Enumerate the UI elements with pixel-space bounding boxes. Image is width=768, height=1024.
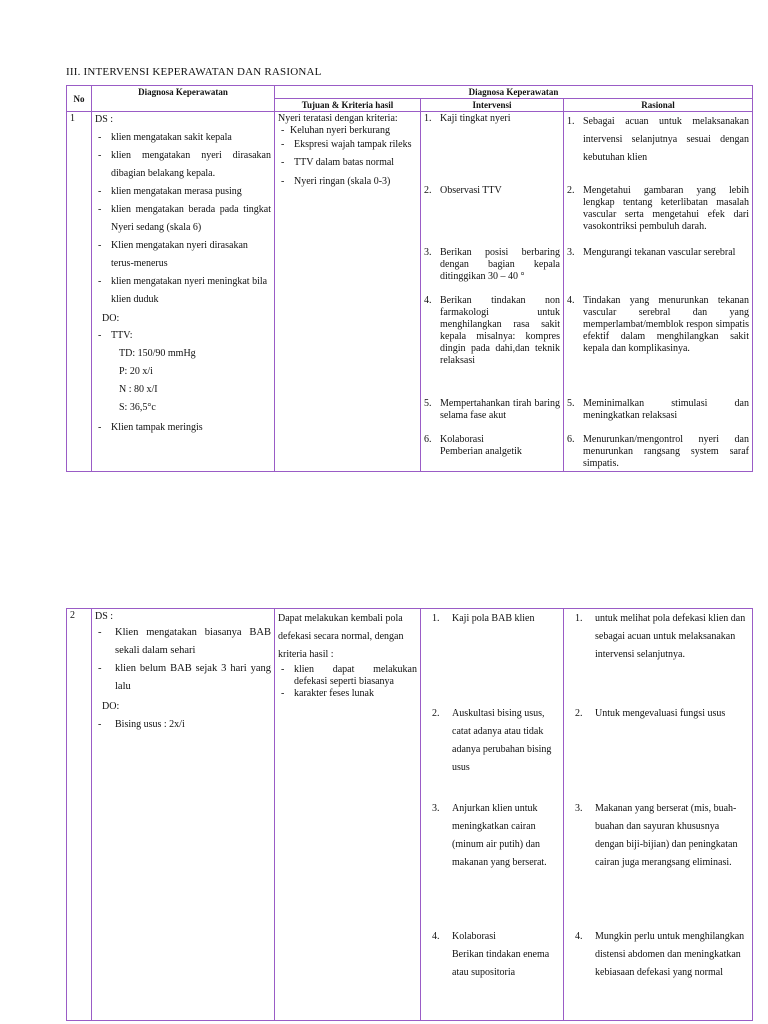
header-rasional: Rasional [564,99,753,112]
do-label: DO: [102,313,120,324]
intervention-table-1 [66,85,753,472]
vital-s: S: 36,5°c [119,402,156,413]
intervensi-cell [421,609,564,1021]
rasional-item: 6. Menurunkan/mengontrol nyeri dan menurunkan rangsang system saraf simpatis. [567,434,749,469]
do-item: - Bising usus : 2x/i [95,716,271,734]
page-title: III. INTERVENSI KEPERAWATAN DAN RASIONAL [66,66,322,78]
rasional-cell [564,112,753,472]
header-group: Diagnosa Keperawatan [275,86,753,99]
header-diagnosa: Diagnosa Keperawatan [92,86,275,112]
tujuan-item: - TTV dalam batas normal [278,153,417,173]
tujuan-intro: Nyeri teratasi dengan kriteria: [278,113,398,124]
intervensi-item: 4. Berikan tindakan non farmakologi untuk menghilangkan rasa sakit kepala misalnya: kompres dingin pada dahi,dan teknik relaksasi [424,295,560,366]
ds-item: - klien mengatakan sakit kepala [95,129,271,147]
rasional-item: 3. Makanan yang berserat (mis, buah-buahan dan sayuran khususnya dengan biji-bijian) dan peningkatan cairan juga merangsang eliminasi. [575,803,738,868]
intervensi-item: 3. Anjurkan klien untuk meningkatkan cairan (minum air putih) dan makanan yang berserat. [432,803,547,868]
intervensi-item: 3. Berikan posisi berbaring dengan bagian kepala ditinggikan 30 – 40 ° [424,247,560,282]
rasional-item: 4. Mungkin perlu untuk menghilangkan distensi abdomen dan meningkatkan kebiasaan defekasi yang normal [575,931,745,978]
diagnosa-cell [92,112,275,472]
rasional-item: 1. untuk melihat pola defekasi klien dan sebagai acuan untuk melaksanakan intervensi selanjutnya. [575,613,746,660]
intervensi-item: 2. Auskultasi bising usus, catat adanya atau tidak adanya perubahan bising usus [432,708,552,773]
ds-item: - klien mengatakan nyeri dirasakan dibagian belakang kepala. [95,147,271,183]
rasional-item: 2. Untuk mengevaluasi fungsi usus [575,708,726,719]
row-number: 1 [67,112,92,472]
header-tujuan: Tujuan & Kriteria hasil [275,99,421,112]
tujuan-item: - Keluhan nyeri berkurang [278,125,417,137]
do-item: - Klien tampak meringis [95,419,271,437]
ttv-label: - TTV: [95,327,271,345]
ds-item: - klien belum BAB sejak 3 hari yang lalu [95,660,271,696]
ds-item: - Klien mengatakan nyeri dirasakan terus-menerus [95,237,271,273]
vital-p: P: 20 x/i [119,366,153,377]
tujuan-intro: Dapat melakukan kembali pola defekasi secara normal, dengan kriteria hasil : [278,613,404,660]
tujuan-item: - karakter feses lunak [278,688,417,700]
vital-n: N : 80 x/I [119,384,158,395]
tujuan-item: - klien dapat melakukan defekasi seperti biasanya [278,664,417,688]
header-intervensi: Intervensi [421,99,564,112]
row-number: 2 [67,609,92,1021]
rasional-item: 5. Meminimalkan stimulasi dan meningkatkan relaksasi [567,398,749,421]
rasional-item: 2. Mengetahui gambaran yang lebih lengkap tentang keterlibatan masalah vascular serta mengetahui efek dari vasokontriksi pembuluh darah. [567,185,749,232]
ds-item: - Klien mengatakan biasanya BAB sekali dalam sehari [95,624,271,660]
intervensi-item: 1. Kaji tingkat nyeri [424,113,511,124]
diagnosa-cell [92,609,275,1021]
tujuan-cell [275,112,421,472]
intervensi-item: 2. Observasi TTV [424,185,502,196]
tujuan-item: - Nyeri ringan (skala 0-3) [278,173,417,191]
do-label: DO: [102,701,120,712]
rasional-item: 1. Sebagai acuan untuk melaksanakan intervensi selanjutnya sesuai dengan kebutuhan klien [567,116,749,163]
intervensi-item: 4. Kolaborasi Berikan tindakan enema atau supositoria [432,931,550,978]
ds-item: - klien mengatakan merasa pusing [95,183,271,201]
tujuan-cell [275,609,421,1021]
intervention-table-2 [66,608,753,1021]
rasional-item: 3. Mengurangi tekanan vascular serebral [567,247,736,258]
header-no: No [67,86,92,112]
ds-label: DS : [95,114,114,125]
ds-label: DS : [95,611,114,622]
ds-item: - klien mengatakan nyeri meningkat bila klien duduk [95,273,271,309]
intervensi-item: 5. Mempertahankan tirah baring selama fase akut [424,398,560,421]
intervensi-cell [421,112,564,472]
intervensi-item: 1. Kaji pola BAB klien [432,613,535,624]
tujuan-item: - Ekspresi wajah tampak rileks [278,137,417,153]
ds-item: - klien mengatakan berada pada tingkat Nyeri sedang (skala 6) [95,201,271,237]
vital-td: TD: 150/90 mmHg [119,348,196,359]
intervensi-item: 6. Kolaborasi Pemberian analgetik [424,434,522,457]
rasional-item: 4. Tindakan yang menurunkan tekanan vascular serebral dan yang memperlambat/memblok respon simpatis efektif dalam menghilangkan sakit kepala dan komplikasinya. [567,295,749,354]
rasional-cell [564,609,753,1021]
